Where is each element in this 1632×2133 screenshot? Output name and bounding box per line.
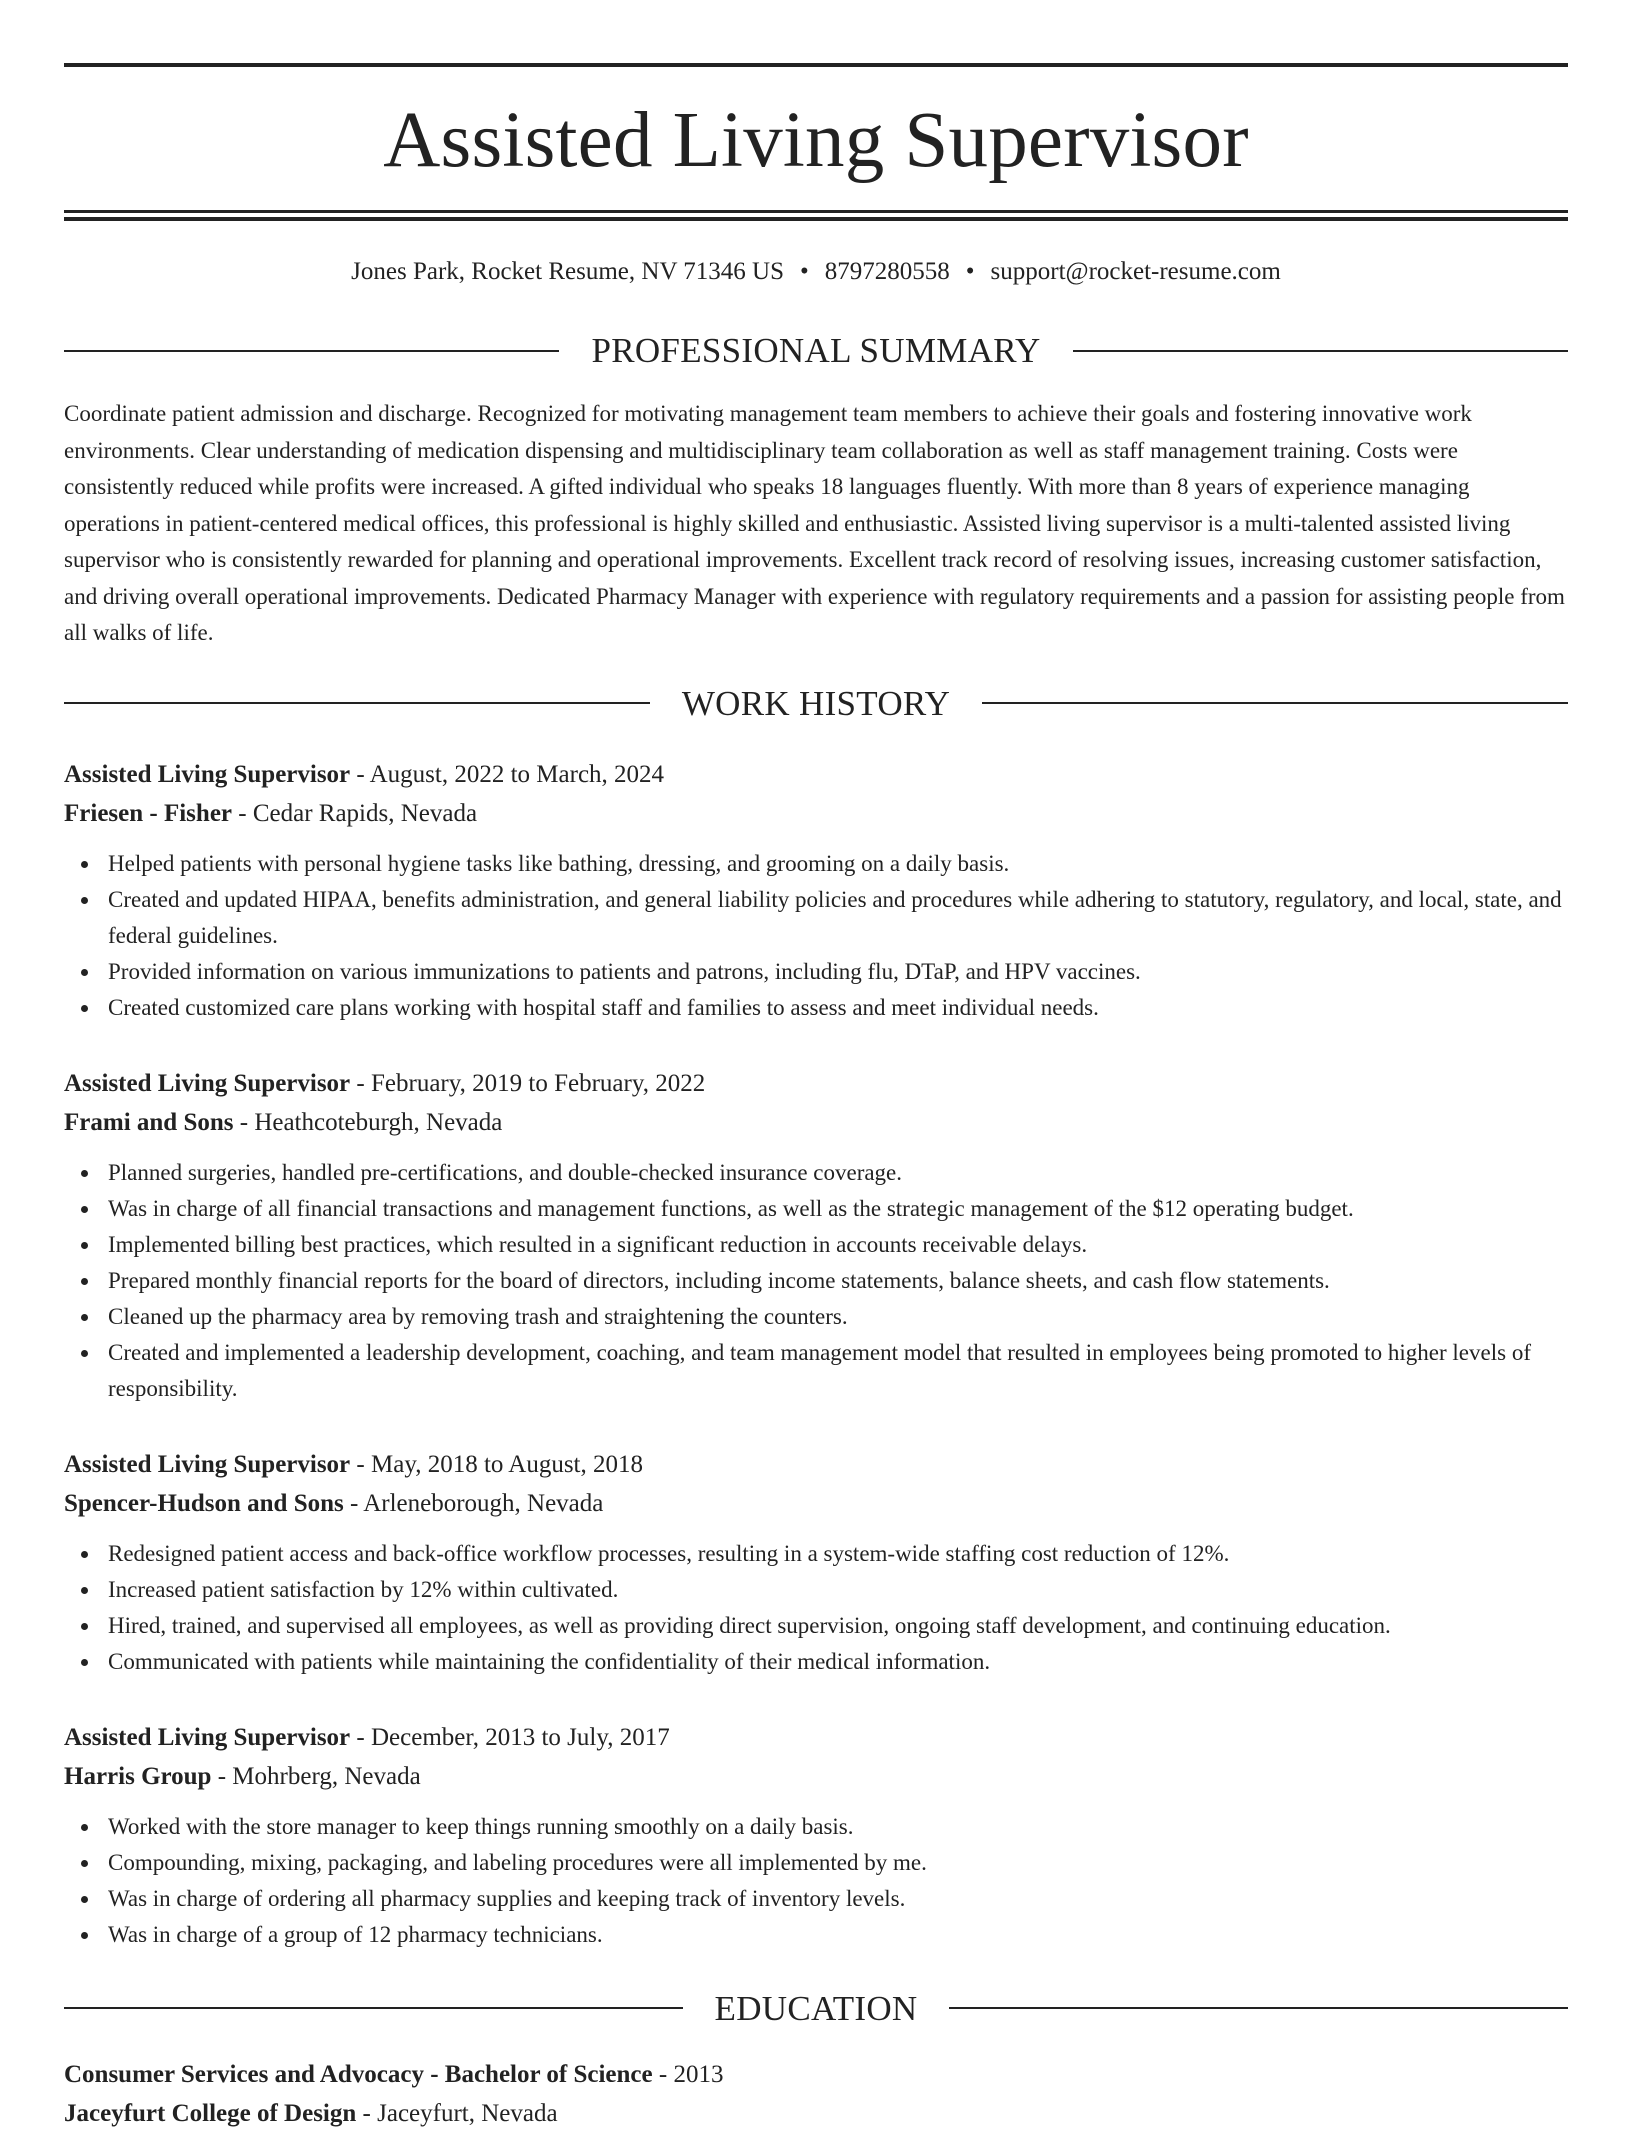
- job-dates: December, 2013 to July, 2017: [371, 1723, 670, 1751]
- job-bullets: [64, 846, 1568, 1026]
- heading-rule-right: [949, 2007, 1568, 2009]
- work-section-heading: [64, 683, 1568, 723]
- dash: -: [350, 1723, 371, 1751]
- job-company-line: [64, 1103, 1568, 1142]
- job-location: Cedar Rapids, Nevada: [252, 799, 478, 827]
- heading-rule-left: [64, 702, 650, 704]
- education-entry: [64, 2055, 1568, 2133]
- job-bullets: [64, 1809, 1568, 1953]
- heading-rule-left: [64, 350, 559, 352]
- job-company-line: [64, 1757, 1568, 1796]
- list-item: Provided information on various immunizations to patients and patrons, including flu, DTaP, and HPV vaccines.: [64, 954, 1568, 990]
- education-degree: Consumer Services and Advocacy - Bachelor of Science: [64, 2060, 653, 2088]
- list-item: Implemented billing best practices, which resulted in a significant reduction in accounts receivable delays.: [64, 1227, 1568, 1263]
- contact-separator: •: [800, 258, 809, 285]
- job-title: Assisted Living Supervisor: [64, 760, 351, 788]
- work-history-list: [64, 755, 1568, 1953]
- list-item: Hired, trained, and supervised all employees, as well as providing direct supervision, ongoing staff development, and continuing education.: [64, 1608, 1568, 1644]
- dash: -: [350, 1450, 371, 1478]
- header-double-rule: [64, 210, 1568, 221]
- dash: -: [232, 799, 253, 827]
- summary-heading-label: PROFESSIONAL SUMMARY: [591, 331, 1041, 370]
- summary-section-heading: [64, 333, 1568, 368]
- list-item: Increased patient satisfaction by 12% within cultivated.: [64, 1572, 1568, 1608]
- dash: -: [233, 1108, 255, 1136]
- job-bullets: [64, 1155, 1568, 1407]
- work-heading-label: WORK HISTORY: [681, 683, 951, 723]
- contact-line: [64, 259, 1568, 284]
- education-year: 2013: [673, 2060, 724, 2088]
- job-location: Heathcoteburgh, Nevada: [254, 1108, 503, 1136]
- dash: -: [350, 1069, 371, 1097]
- job-title: Assisted Living Supervisor: [64, 1723, 351, 1751]
- list-item: Was in charge of all financial transactions and management functions, as well as the strategic management of the $12 operating budget.: [64, 1191, 1568, 1227]
- heading-rule-left: [64, 2007, 683, 2009]
- job-dates: February, 2019 to February, 2022: [371, 1069, 706, 1097]
- list-item: Worked with the store manager to keep things running smoothly on a daily basis.: [64, 1809, 1568, 1845]
- education-degree-line: [64, 2055, 1568, 2094]
- dash: -: [356, 2099, 378, 2127]
- list-item: Created and updated HIPAA, benefits administration, and general liability policies and procedures while adhering to statutory, regulatory, and local, state, and federal guidelines.: [64, 882, 1568, 954]
- job-company: Spencer-Hudson and Sons: [64, 1489, 344, 1517]
- list-item: Helped patients with personal hygiene tasks like bathing, dressing, and grooming on a daily basis.: [64, 846, 1568, 882]
- list-item: Redesigned patient access and back-office workflow processes, resulting in a system-wide staffing cost reduction of 12%.: [64, 1536, 1568, 1572]
- heading-rule-right: [982, 702, 1568, 704]
- list-item: Prepared monthly financial reports for the board of directors, including income statements, balance sheets, and cash flow statements.: [64, 1263, 1568, 1299]
- dash: -: [343, 1489, 364, 1517]
- list-item: Was in charge of a group of 12 pharmacy technicians.: [64, 1917, 1568, 1953]
- job-company-line: [64, 1484, 1568, 1523]
- heading-rule-right: [1073, 350, 1568, 352]
- job-title-line: [64, 755, 1568, 794]
- list-item: Communicated with patients while maintaining the confidentiality of their medical information.: [64, 1644, 1568, 1680]
- education-location: Jaceyfurt, Nevada: [377, 2099, 558, 2127]
- resume-name: Assisted Living Supervisor: [383, 97, 1249, 184]
- job-company: Friesen - Fisher: [64, 799, 233, 827]
- list-item: Planned surgeries, handled pre-certifications, and double-checked insurance coverage.: [64, 1155, 1568, 1191]
- contact-address: Jones Park, Rocket Resume, NV 71346 US: [351, 258, 785, 285]
- job-entry: [64, 755, 1568, 1026]
- job-entry: [64, 1445, 1568, 1680]
- list-item: Cleaned up the pharmacy area by removing trash and straightening the counters.: [64, 1299, 1568, 1335]
- list-item: Compounding, mixing, packaging, and labeling procedures were all implemented by me.: [64, 1845, 1568, 1881]
- list-item: Created and implemented a leadership development, coaching, and team management model that resulted in employees being promoted to higher levels of responsibility.: [64, 1335, 1568, 1407]
- job-entry: [64, 1718, 1568, 1953]
- education-heading-label: EDUCATION: [714, 1988, 918, 2028]
- dash: -: [350, 760, 370, 788]
- list-item: Was in charge of ordering all pharmacy supplies and keeping track of inventory levels.: [64, 1881, 1568, 1917]
- job-dates: August, 2022 to March, 2024: [369, 760, 665, 788]
- contact-phone: 8797280558: [824, 258, 950, 285]
- job-dates: May, 2018 to August, 2018: [371, 1450, 643, 1478]
- job-company-line: [64, 794, 1568, 833]
- job-location: Arleneborough, Nevada: [363, 1489, 604, 1517]
- list-item: Created customized care plans working with hospital staff and families to assess and meet individual needs.: [64, 990, 1568, 1026]
- header-top-rule: [64, 63, 1568, 67]
- job-location: Mohrberg, Nevada: [232, 1762, 421, 1790]
- dash: -: [211, 1762, 233, 1790]
- job-title: Assisted Living Supervisor: [64, 1069, 351, 1097]
- job-title: Assisted Living Supervisor: [64, 1450, 351, 1478]
- job-company: Harris Group: [64, 1762, 212, 1790]
- education-school-line: [64, 2094, 1568, 2133]
- job-company: Frami and Sons: [64, 1108, 234, 1136]
- job-title-line: [64, 1718, 1568, 1757]
- contact-email: support@rocket-resume.com: [990, 258, 1281, 285]
- education-school: Jaceyfurt College of Design: [64, 2099, 357, 2127]
- job-title-line: [64, 1064, 1568, 1103]
- education-section-heading: [64, 1988, 1568, 2028]
- job-title-line: [64, 1445, 1568, 1484]
- job-entry: [64, 1064, 1568, 1407]
- summary-paragraph: Coordinate patient admission and discharge. Recognized for motivating management team members to achieve their goals and fostering innovative work environments. Clear understanding of medication dispensing and multidisciplinary team collaboration as well as staff management training. Costs were consistently reduced while profits were increased. A gifted individual who speaks 18 languages fluently. With more than 8 years of experience managing operations in patient-centered medical offices, this professional is highly skilled and enthusiastic. Assisted living supervisor is a multi-talented assisted living supervisor who is consistently rewarded for planning and operational improvements. Excellent track record of resolving issues, increasing customer satisfaction, and driving overall operational improvements. Dedicated Pharmacy Manager with experience with regulatory requirements and a passion for assisting people from all walks of life.: [64, 401, 1565, 645]
- contact-separator: •: [965, 258, 975, 285]
- job-bullets: [64, 1536, 1568, 1680]
- dash: -: [652, 2060, 674, 2088]
